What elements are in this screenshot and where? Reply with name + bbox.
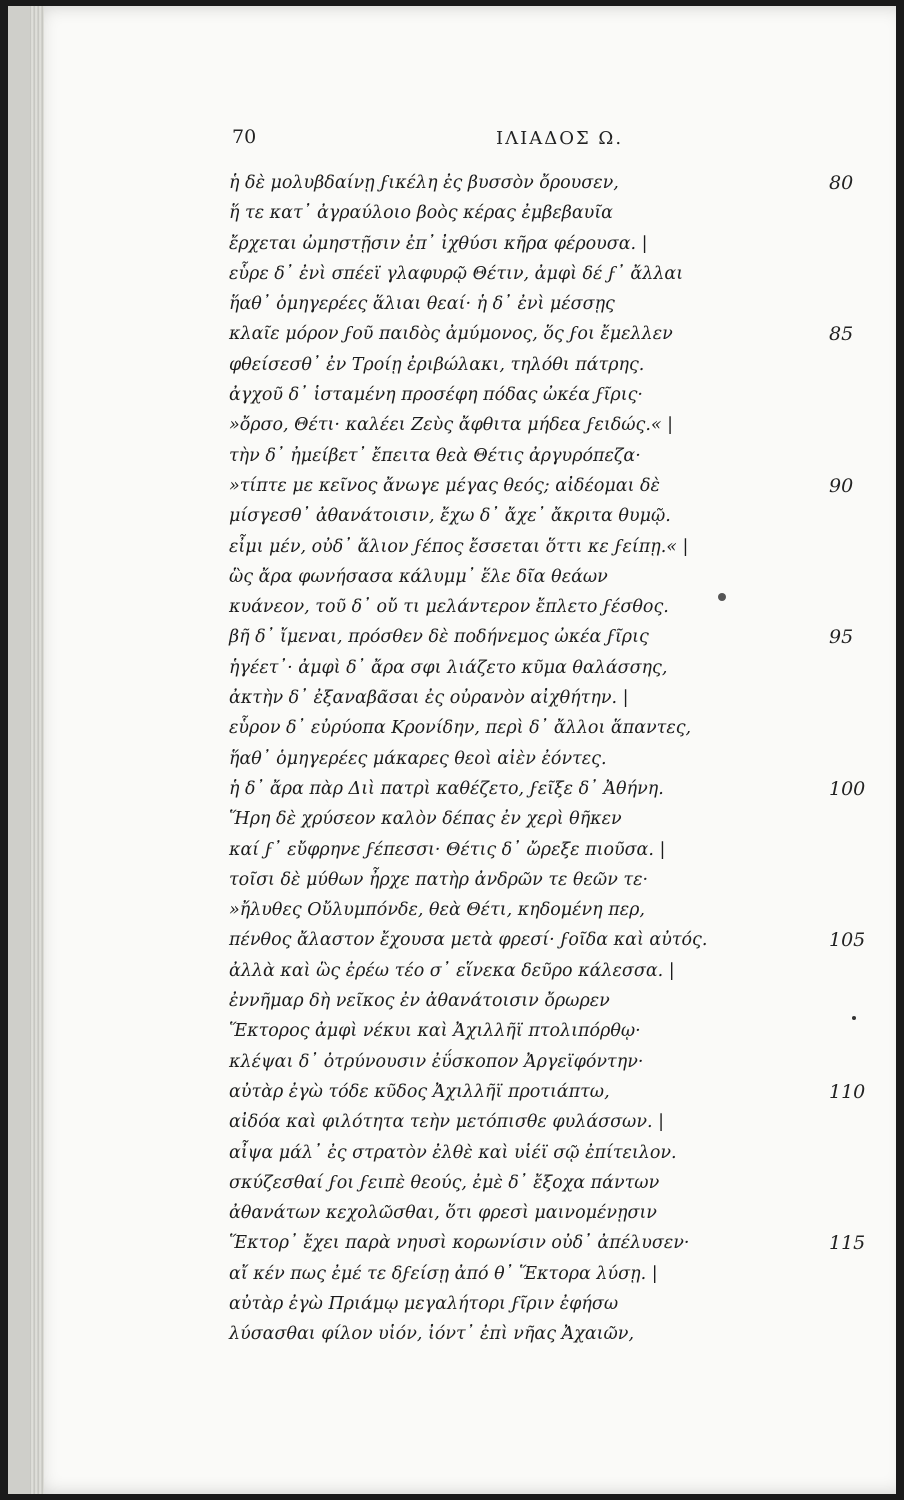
line-number: 90 (829, 474, 854, 497)
verse-line (229, 471, 889, 501)
verse-text: ἔρχεται ὠμηστῇσιν ἐπ᾽ ἰχθύσι κῆρα φέρουσα. | (229, 233, 648, 254)
verse-line (229, 350, 889, 380)
line-number: 115 (829, 1232, 866, 1255)
verse-text: ἥ τε κατ᾽ ἀγραύλοιο βοὸς κέρας ἐμβεβαυῖα (229, 203, 613, 224)
line-number: 110 (829, 1080, 866, 1103)
verse-line (229, 1047, 889, 1077)
verse-line (229, 562, 889, 592)
verse-text: αἴ κέν πως ἐμέ τε δϝείσῃ ἀπό θ᾽ Ἕκτορα λύσῃ. | (229, 1263, 658, 1284)
verse-text: ἡ δὲ μολυβδαίνῃ ϝικέλη ἐς βυσσὸν ὄρουσεν, (229, 173, 619, 193)
verse-line (229, 501, 889, 531)
verse-line (229, 925, 889, 955)
verse-line (229, 835, 889, 865)
verse-text: κυάνεον, τοῦ δ᾽ οὔ τι μελάντερον ἔπλετο ϝέσθος. (229, 597, 669, 618)
verse-line (229, 622, 889, 652)
verse-text: τὴν δ᾽ ἠμείβετ᾽ ἔπειτα θεὰ Θέτις ἀργυρόπεζα· (229, 445, 641, 466)
margin-dot (852, 1016, 856, 1020)
verse-text: ἀγχοῦ δ᾽ ἱσταμένη προσέφη πόδας ὠκέα ϝῖρις· (229, 385, 643, 406)
verse-line (229, 1168, 889, 1198)
verse-text: ἀκτὴν δ᾽ ἐξαναβᾶσαι ἐς οὐρανὸν αἰχθήτην. | (229, 688, 629, 709)
verse-text: λύσασθαι φίλον υἱόν, ἰόντ᾽ ἐπὶ νῆας Ἀχαιῶν, (229, 1324, 635, 1345)
verse-line (229, 1289, 889, 1319)
verse-line (229, 441, 889, 471)
verse-text: »ἤλυθες Οὔλυμπόνδε, θεὰ Θέτι, κηδομένη περ, (229, 900, 645, 921)
verse-text: εὗρε δ᾽ ἐνὶ σπέεϊ γλαφυρῷ Θέτιν, ἀμφὶ δέ ϝ᾽ ἄλλαι (229, 263, 684, 284)
line-number: 85 (829, 323, 854, 346)
verse-line (229, 713, 889, 743)
verse-text: ἥαθ᾽ ὁμηγερέες μάκαρες θεοὶ αἰὲν ἐόντες. (229, 748, 607, 769)
running-title: ΙΛΙΑΔΟΣ Ω. (496, 128, 624, 149)
verse-text: »ὄρσο, Θέτι· καλέει Ζεὺς ἄφθιτα μήδεα ϝειδώς.« | (229, 415, 674, 436)
verse-text: μίσγεσθ᾽ ἀθανάτοισιν, ἔχω δ᾽ ἄχε᾽ ἄκριτα θυμῷ. (229, 506, 671, 527)
verse-line (229, 198, 889, 228)
verse-text: »τίπτε με κεῖνος ἄνωγε μέγας θεός; αἰδέομαι δὲ (229, 475, 660, 496)
verse-line (229, 229, 889, 259)
line-number: 105 (829, 929, 866, 952)
verse-line (229, 1259, 889, 1289)
verse-line (229, 683, 889, 713)
verse-text: ἀθανάτων κεχολῶσθαι, ὅτι φρεσὶ μαινομένῃσιν (229, 1203, 657, 1224)
verse-line (229, 168, 889, 198)
verse-text: εἶμι μέν, οὐδ᾽ ἅλιον ϝέπος ἔσσεται ὅττι κε ϝείπῃ.« | (229, 536, 689, 557)
verse-line (229, 744, 889, 774)
verse-text: κλέψαι δ᾽ ὀτρύνουσιν ἐΰσκοπον Ἀργεϊφόντην· (229, 1051, 644, 1072)
verse-text: Ἕκτορος ἀμφὶ νέκυι καὶ Ἀχιλλῆϊ πτολιπόρθῳ· (229, 1021, 641, 1042)
line-number: 95 (829, 626, 854, 649)
verse-line (229, 532, 889, 562)
verse-text: φθείσεσθ᾽ ἐν Τροίῃ ἐριβώλακι, τηλόθι πάτρης. (229, 354, 645, 375)
verse-text: ἥαθ᾽ ὁμηγερέες ἅλιαι θεαί· ἡ δ᾽ ἐνὶ μέσσῃς (229, 294, 615, 315)
verse-text: καί ϝ᾽ εὔφρηνε ϝέπεσσι· Θέτις δ᾽ ὤρεξε πιοῦσα. | (229, 839, 666, 860)
verse-text: ἡγέετ᾽· ἀμφὶ δ᾽ ἄρα σφι λιάζετο κῦμα θαλάσσης, (229, 657, 668, 678)
verse-line (229, 895, 889, 925)
verse-line (229, 319, 889, 349)
verse-text: αἶψα μάλ᾽ ἐς στρατὸν ἐλθὲ καὶ υἱέϊ σῷ ἐπίτειλον. (229, 1142, 677, 1163)
verse-text: σκύζεσθαί ϝοι ϝειπὲ θεούς, ἐμὲ δ᾽ ἔξοχα πάντων (229, 1172, 660, 1193)
verse-block (229, 168, 889, 1350)
verse-line (229, 380, 889, 410)
verse-line (229, 592, 889, 622)
verse-text: αὐτὰρ ἐγὼ Πριάμῳ μεγαλήτορι ϝῖριν ἐφήσω (229, 1293, 619, 1314)
verse-text: αἰδόα καὶ φιλότητα τεὴν μετόπισθε φυλάσσων. | (229, 1112, 664, 1133)
verse-line (229, 956, 889, 986)
verse-text: ἡ δ᾽ ἄρα πὰρ Διὶ πατρὶ καθέζετο, ϝεῖξε δ᾽ Ἀθήνη. (229, 778, 664, 799)
verse-line (229, 259, 889, 289)
verse-line (229, 1319, 889, 1349)
ink-spot (718, 593, 726, 601)
page-header (0, 126, 904, 154)
page-edge (30, 6, 44, 1494)
verse-line (229, 1228, 889, 1258)
verse-text: ἀλλὰ καὶ ὣς ἐρέω τέο σ᾽ εἵνεκα δεῦρο κάλεσσα. | (229, 960, 675, 981)
verse-text: εὗρον δ᾽ εὐρύοπα Κρονίδην, περὶ δ᾽ ἄλλοι ἅπαντες, (229, 718, 692, 739)
verse-line (229, 653, 889, 683)
verse-text: αὐτὰρ ἐγὼ τόδε κῦδος Ἀχιλλῆϊ προτιάπτω, (229, 1081, 610, 1102)
page-number: 70 (232, 126, 257, 148)
verse-line (229, 289, 889, 319)
verse-text: ἐννῆμαρ δὴ νεῖκος ἐν ἀθανάτοισιν ὄρωρεν (229, 991, 610, 1012)
verse-line (229, 1198, 889, 1228)
verse-text: Ἕκτορ᾽ ἔχει παρὰ νηυσὶ κορωνίσιν οὐδ᾽ ἀπέλυσεν· (229, 1233, 690, 1254)
verse-text: τοῖσι δὲ μύθων ἦρχε πατὴρ ἀνδρῶν τε θεῶν τε· (229, 869, 649, 890)
verse-line (229, 804, 889, 834)
verse-text: βῆ δ᾽ ἴμεναι, πρόσθεν δὲ ποδήνεμος ὠκέα ϝῖρις (229, 627, 649, 648)
verse-line (229, 1077, 889, 1107)
verse-text: πένθος ἄλαστον ἔχουσα μετὰ φρεσί· ϝοῖδα καὶ αὐτός. (229, 930, 708, 951)
verse-line (229, 986, 889, 1016)
line-number: 100 (829, 777, 866, 800)
verse-line (229, 1138, 889, 1168)
verse-line (229, 1016, 889, 1046)
verse-line (229, 410, 889, 440)
verse-line (229, 1107, 889, 1137)
verse-text: κλαῖε μόρον ϝοῦ παιδὸς ἀμύμονος, ὅς ϝοι ἔμελλεν (229, 324, 673, 345)
verse-line (229, 774, 889, 804)
line-number: 80 (829, 172, 854, 194)
verse-line (229, 865, 889, 895)
verse-text: ὣς ἄρα φωνήσασα κάλυμμ᾽ ἕλε δῖα θεάων (229, 566, 608, 587)
verse-text: Ἥρη δὲ χρύσεον καλὸν δέπας ἐν χερὶ θῆκεν (229, 809, 622, 830)
